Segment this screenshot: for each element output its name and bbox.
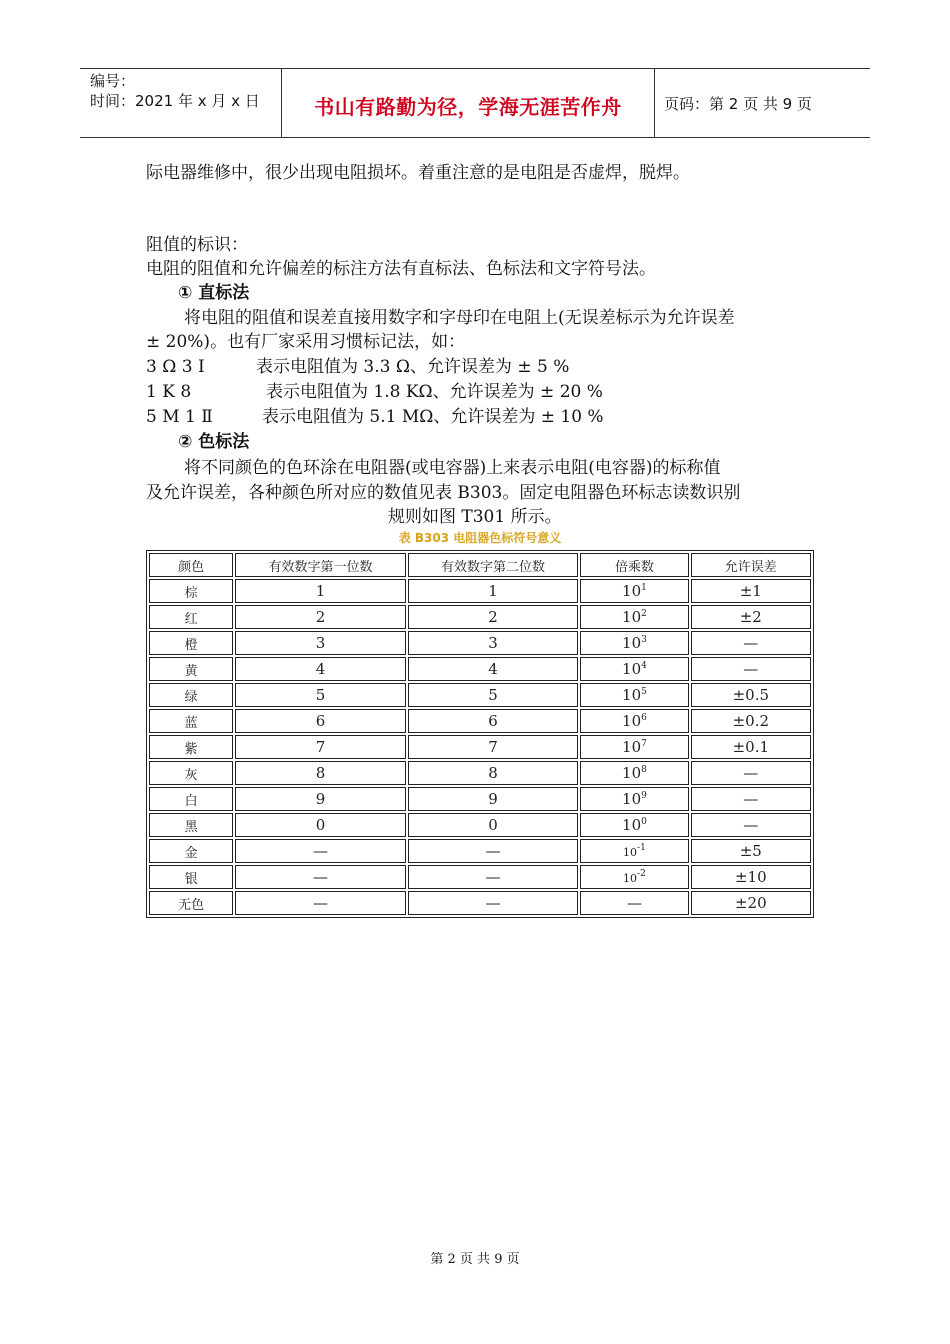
cell-tolerance: ±10: [691, 865, 811, 889]
cell-digit1: —: [235, 891, 406, 915]
cell-digit1: 5: [235, 683, 406, 707]
multiplier-exponent: 5: [641, 687, 647, 697]
table-row: [149, 839, 811, 863]
example-row: [146, 405, 604, 429]
table-row: [149, 631, 811, 655]
heading-direct-method: ① 直标法: [178, 283, 250, 303]
table-row: [149, 579, 811, 603]
example-row: [146, 355, 569, 379]
multiplier-base: 10: [622, 738, 642, 756]
body-line: 际电器维修中，很少出现电阻损坏。着重注意的是电阻是否虚焊，脱焊。: [146, 163, 690, 183]
multiplier-exponent: 2: [641, 609, 647, 619]
cell-digit2: 2: [408, 605, 579, 629]
multiplier-base: 10: [622, 816, 642, 834]
cell-tolerance: —: [691, 813, 811, 837]
cell-color: 白: [149, 787, 233, 811]
cell-tolerance: —: [691, 657, 811, 681]
cell-digit2: 3: [408, 631, 579, 655]
multiplier-exponent: -1: [637, 843, 646, 853]
multiplier-base: 10: [622, 712, 642, 730]
cell-multiplier: [580, 839, 688, 863]
cell-color: 灰: [149, 761, 233, 785]
cell-color: 橙: [149, 631, 233, 655]
cell-color: 黄: [149, 657, 233, 681]
cell-multiplier: [580, 709, 688, 733]
header-date: 时间：2021 年 x 月 x 日: [90, 92, 260, 110]
multiplier-base: 10: [623, 846, 638, 859]
multiplier-base: 10: [622, 608, 642, 626]
multiplier-exponent: 4: [641, 661, 647, 671]
cell-tolerance: ±1: [691, 579, 811, 603]
multiplier-exponent: 0: [641, 817, 647, 827]
header-number: 编号：: [90, 72, 136, 90]
column-header: 颜色: [149, 553, 233, 577]
page-header: [80, 68, 870, 138]
cell-digit1: 0: [235, 813, 406, 837]
multiplier-base: 10: [622, 764, 642, 782]
multiplier-exponent: 3: [641, 635, 647, 645]
header-divider: [654, 69, 655, 137]
cell-digit2: 8: [408, 761, 579, 785]
cell-digit1: 9: [235, 787, 406, 811]
cell-digit1: 3: [235, 631, 406, 655]
cell-color: 黑: [149, 813, 233, 837]
color-paragraph: 将不同颜色的色环涂在电阻器(或电容器)上来表示电阻(电容器)的标称值: [184, 458, 721, 478]
multiplier-base: 10: [622, 790, 642, 808]
table-row: [149, 735, 811, 759]
cell-tolerance: ±0.5: [691, 683, 811, 707]
cell-digit2: 6: [408, 709, 579, 733]
table-row: [149, 657, 811, 681]
heading-color-method: ② 色标法: [178, 432, 250, 452]
cell-color: 棕: [149, 579, 233, 603]
cell-multiplier: [580, 891, 688, 915]
cell-digit1: 1: [235, 579, 406, 603]
cell-multiplier: [580, 631, 688, 655]
color-paragraph: 及允许误差，各种颜色所对应的数值见表 B303。固定电阻器色环标志读数识别: [146, 483, 741, 503]
cell-tolerance: ±20: [691, 891, 811, 915]
multiplier-exponent: 7: [641, 739, 647, 749]
cell-digit1: 8: [235, 761, 406, 785]
cell-color: 紫: [149, 735, 233, 759]
cell-digit1: —: [235, 839, 406, 863]
cell-digit1: 4: [235, 657, 406, 681]
multiplier-base: 10: [622, 660, 642, 678]
multiplier-exponent: 6: [641, 713, 647, 723]
cell-digit1: 7: [235, 735, 406, 759]
example-desc: 表示电阻值为 5.1 MΩ、允许误差为 ± 10 %: [262, 407, 604, 427]
multiplier-base: 10: [622, 686, 642, 704]
column-header: 有效数字第一位数: [235, 553, 406, 577]
table-row: [149, 605, 811, 629]
header-motto: 书山有路勤为径，学海无涯苦作舟: [314, 95, 622, 119]
table-row: [149, 787, 811, 811]
cell-multiplier: [580, 865, 688, 889]
column-header: 允许误差: [691, 553, 811, 577]
example-code: 1 K 8: [146, 382, 192, 402]
cell-color: 绿: [149, 683, 233, 707]
cell-color: 无色: [149, 891, 233, 915]
cell-color: 金: [149, 839, 233, 863]
multiplier-exponent: 8: [641, 765, 647, 775]
table-row: [149, 865, 811, 889]
table-row: [149, 761, 811, 785]
section-title: 阻值的标识：: [146, 235, 248, 255]
cell-digit2: 9: [408, 787, 579, 811]
column-header: 有效数字第二位数: [408, 553, 579, 577]
color-code-table: [146, 550, 814, 918]
color-paragraph: 规则如图 T301 所示。: [388, 507, 562, 527]
cell-multiplier: [580, 683, 688, 707]
cell-digit2: —: [408, 839, 579, 863]
cell-color: 银: [149, 865, 233, 889]
cell-tolerance: ±2: [691, 605, 811, 629]
cell-tolerance: ±0.1: [691, 735, 811, 759]
table-row: [149, 683, 811, 707]
cell-digit2: 7: [408, 735, 579, 759]
example-desc: 表示电阻值为 3.3 Ω、允许误差为 ± 5 %: [256, 357, 570, 377]
example-row: [146, 380, 603, 404]
multiplier-exponent: 1: [641, 583, 647, 593]
table-row: [149, 891, 811, 915]
multiplier-exponent: -2: [637, 869, 646, 879]
cell-digit2: 0: [408, 813, 579, 837]
cell-digit1: 2: [235, 605, 406, 629]
cell-digit1: 6: [235, 709, 406, 733]
example-code: 5 M 1 Ⅱ: [146, 407, 213, 427]
cell-digit2: 1: [408, 579, 579, 603]
cell-multiplier: [580, 787, 688, 811]
multiplier-base: 10: [622, 582, 642, 600]
cell-multiplier: [580, 735, 688, 759]
cell-multiplier: [580, 813, 688, 837]
multiplier-exponent: 9: [641, 791, 647, 801]
cell-tolerance: —: [691, 761, 811, 785]
direct-paragraph: ± 20%)。也有厂家采用习惯标记法，如：: [146, 332, 466, 352]
cell-digit2: —: [408, 891, 579, 915]
cell-digit2: —: [408, 865, 579, 889]
cell-multiplier: [580, 605, 688, 629]
cell-tolerance: ±0.2: [691, 709, 811, 733]
cell-tolerance: —: [691, 631, 811, 655]
cell-color: 红: [149, 605, 233, 629]
table-row: [149, 813, 811, 837]
cell-multiplier: [580, 761, 688, 785]
cell-multiplier: [580, 657, 688, 681]
cell-digit1: —: [235, 865, 406, 889]
cell-tolerance: ±5: [691, 839, 811, 863]
cell-digit2: 4: [408, 657, 579, 681]
example-code: 3 Ω 3 Ⅰ: [146, 357, 205, 377]
multiplier-base: 10: [623, 872, 638, 885]
column-header: 倍乘数: [580, 553, 688, 577]
cell-multiplier: [580, 579, 688, 603]
example-desc: 表示电阻值为 1.8 KΩ、允许误差为 ± 20 %: [266, 382, 603, 402]
direct-paragraph: 将电阻的阻值和误差直接用数字和字母印在电阻上(无误差标示为允许误差: [184, 308, 735, 328]
cell-digit2: 5: [408, 683, 579, 707]
multiplier-base: —: [626, 894, 642, 912]
table-header-row: [149, 553, 811, 577]
page-footer: 第 2 页 共 9 页: [430, 1252, 520, 1267]
header-page-number: 页码：第 2 页 共 9 页: [664, 95, 812, 113]
table-title: 表 B303 电阻器色标符号意义: [398, 531, 562, 545]
cell-color: 蓝: [149, 709, 233, 733]
table-row: [149, 709, 811, 733]
header-meta: [90, 71, 260, 111]
intro-paragraph: 电阻的阻值和允许偏差的标注方法有直标法、色标法和文字符号法。: [146, 259, 656, 279]
cell-tolerance: —: [691, 787, 811, 811]
multiplier-base: 10: [622, 634, 642, 652]
